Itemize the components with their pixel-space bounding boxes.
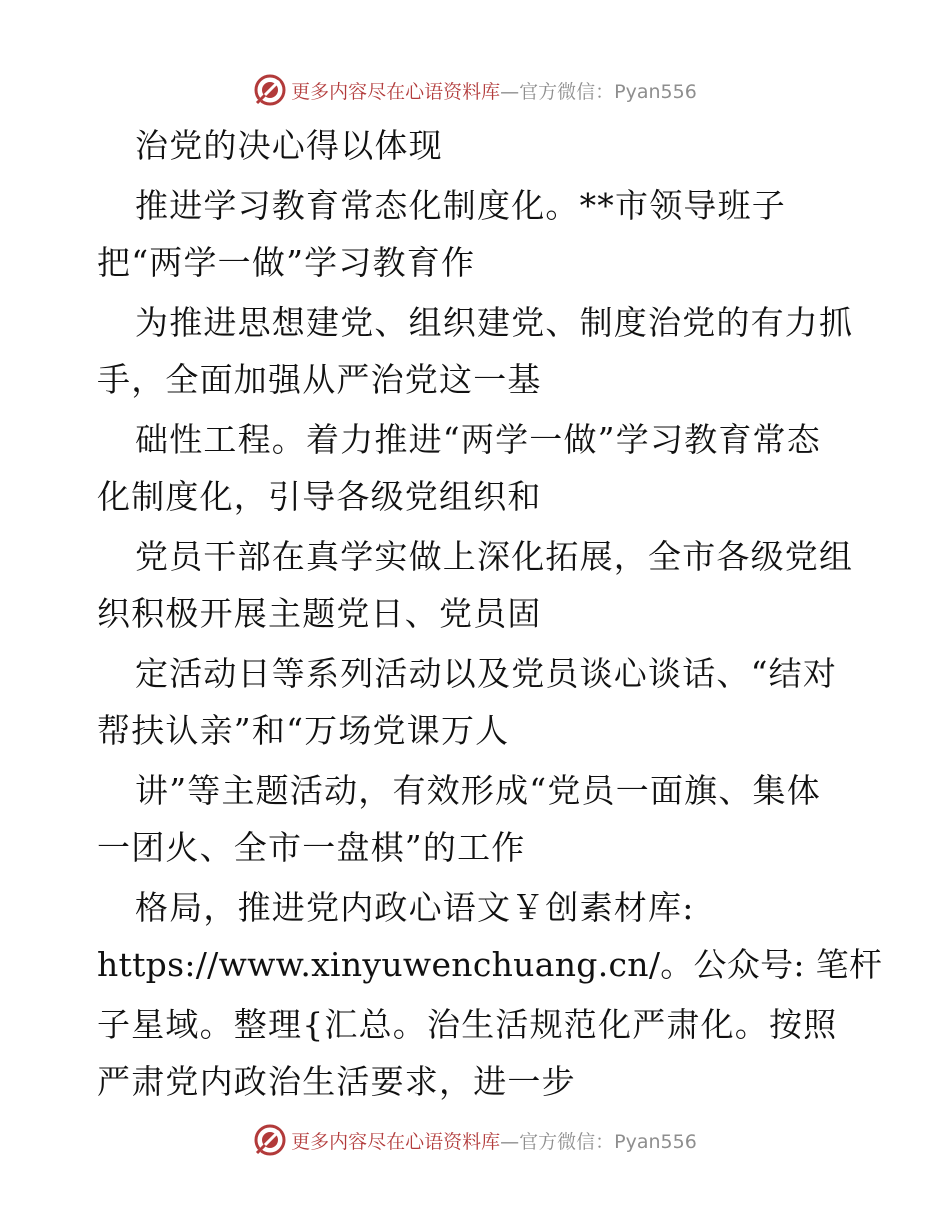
footer-banner	[0, 1120, 950, 1160]
text-line: 党员干部在真学实做上深化拓展，全市各级党组	[135, 537, 854, 576]
text-line: 础性工程。着力推进“两学一做”学习教育常态	[135, 420, 821, 459]
text-line: 织积极开展主题党日、党员固	[97, 594, 542, 633]
banner-main-text: 更多内容尽在心语资料库	[291, 1130, 501, 1153]
header-banner	[0, 70, 950, 110]
banner-main-text: 更多内容尽在心语资料库	[291, 80, 501, 103]
text-line: 推进学习教育常态化制度化。**市领导班子	[135, 186, 786, 225]
text-line: 格局，推进党内政心语文￥创素材库:	[135, 888, 695, 927]
text-line: 一团火、全市一盘棋”的工作	[97, 828, 526, 867]
seal-logo-icon	[253, 73, 287, 107]
seal-logo-icon	[253, 1123, 287, 1157]
text-line: https://www.xinyuwenchuang.cn/。公众号: 笔杆	[97, 945, 883, 984]
text-line: 把“两学一做”学习教育作	[97, 243, 476, 282]
text-line: 手，全面加强从严治党这一基	[97, 360, 542, 399]
text-line: 严肃党内政治生活要求，进一步	[97, 1062, 576, 1101]
text-line: 定活动日等系列活动以及党员谈心谈话、“结对	[135, 654, 838, 693]
text-line: 化制度化，引导各级党组织和	[97, 477, 542, 516]
banner-text	[291, 1127, 697, 1154]
text-line: 子星域。整理{汇总。治生活规范化严肃化。按照	[97, 1005, 838, 1044]
text-line: 讲”等主题活动，有效形成“党员一面旗、集体	[135, 771, 821, 810]
banner-account-text: —官方微信：Pyan556	[500, 80, 697, 103]
text-line: 治党的决心得以体现	[135, 126, 443, 165]
banner-text	[291, 77, 697, 104]
text-line: 为推进思想建党、组织建党、制度治党的有力抓	[135, 303, 854, 342]
banner-account-text: —官方微信：Pyan556	[500, 1130, 697, 1153]
text-line: 帮扶认亲”和“万场党课万人	[97, 711, 510, 750]
